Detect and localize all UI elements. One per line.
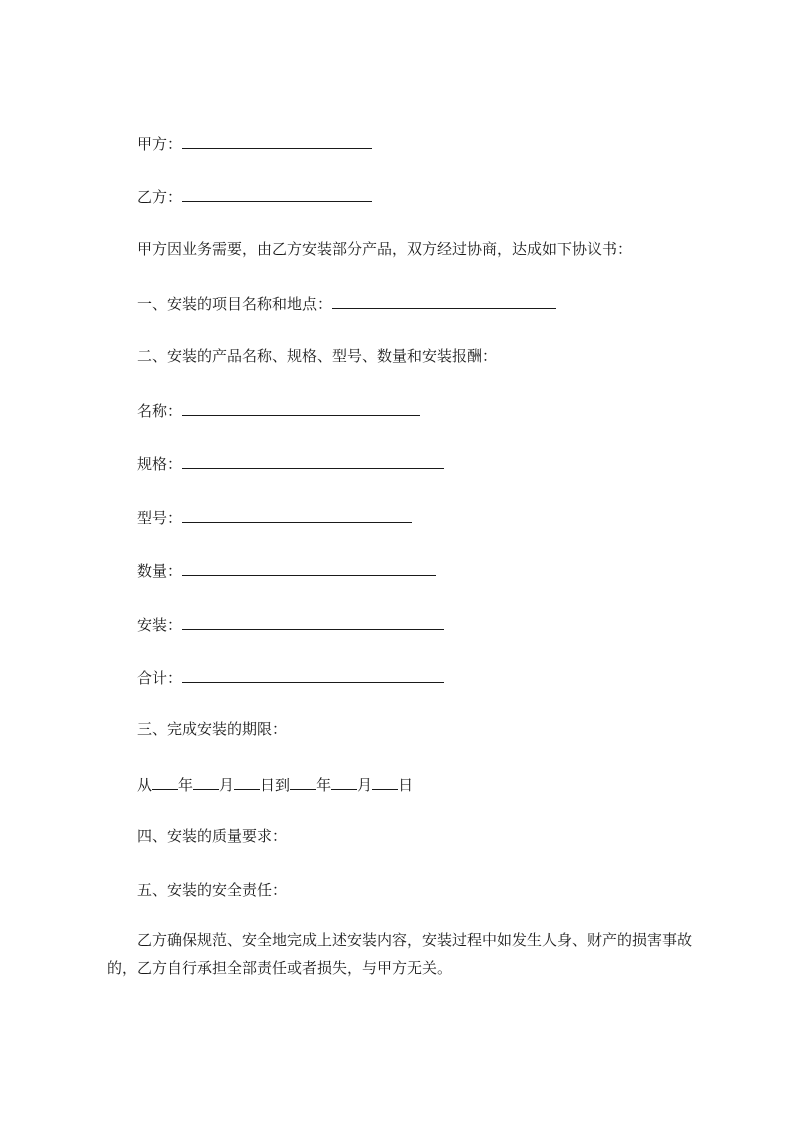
total-line xyxy=(137,666,444,686)
name-blank[interactable] xyxy=(182,399,420,416)
section-4-heading: 四、安装的质量要求： xyxy=(137,827,288,845)
end-month-blank[interactable] xyxy=(331,773,357,790)
end-year-label: 年 xyxy=(316,776,332,794)
name-line xyxy=(137,399,420,419)
end-day-blank[interactable] xyxy=(372,773,398,790)
intro-text: 甲方因业务需要，由乙方安装部分产品，双方经过协商，达成如下协议书： xyxy=(137,240,633,258)
date-from-label: 从 xyxy=(137,776,153,794)
total-blank[interactable] xyxy=(182,666,444,683)
spec-blank[interactable] xyxy=(182,452,444,469)
month-label: 月 xyxy=(219,776,235,794)
party-b-line xyxy=(137,185,372,205)
section-2-heading: 二、安装的产品名称、规格、型号、数量和安装报酬： xyxy=(137,347,498,365)
install-label: 安装： xyxy=(137,616,183,634)
end-day-label: 日 xyxy=(398,776,414,794)
end-month-label: 月 xyxy=(357,776,373,794)
section-1-line xyxy=(137,292,556,312)
quantity-blank[interactable] xyxy=(182,559,436,576)
party-a-line xyxy=(137,132,372,152)
section-3-heading: 三、完成安装的期限： xyxy=(137,720,288,738)
model-label: 型号： xyxy=(137,509,183,527)
party-b-blank[interactable] xyxy=(182,185,372,202)
year-label: 年 xyxy=(178,776,194,794)
safety-paragraph: 乙方确保规范、安全地完成上述安装内容，安装过程中如发生人身、财产的损害事故的，乙方自行承担全部责任或者损失，与甲方无关。 xyxy=(107,931,693,977)
spec-label: 规格： xyxy=(137,455,183,473)
spec-line xyxy=(137,452,444,472)
section-1-label: 一、安装的项目名称和地点： xyxy=(137,295,333,313)
start-day-blank[interactable] xyxy=(234,773,260,790)
name-label: 名称： xyxy=(137,402,183,420)
party-a-blank[interactable] xyxy=(182,132,372,149)
install-blank[interactable] xyxy=(182,613,444,630)
party-b-label: 乙方： xyxy=(137,188,183,206)
date-range-line xyxy=(137,773,413,793)
day-to-label: 日到 xyxy=(260,776,291,794)
section-5-heading: 五、安装的安全责任： xyxy=(137,881,288,899)
install-line xyxy=(137,613,444,633)
model-line xyxy=(137,506,412,526)
model-blank[interactable] xyxy=(182,506,412,523)
quantity-label: 数量： xyxy=(137,562,183,580)
end-year-blank[interactable] xyxy=(290,773,316,790)
start-year-blank[interactable] xyxy=(152,773,178,790)
start-month-blank[interactable] xyxy=(193,773,219,790)
section-1-blank[interactable] xyxy=(332,292,556,309)
party-a-label: 甲方： xyxy=(137,135,183,153)
quantity-line xyxy=(137,559,436,579)
total-label: 合计： xyxy=(137,669,183,687)
